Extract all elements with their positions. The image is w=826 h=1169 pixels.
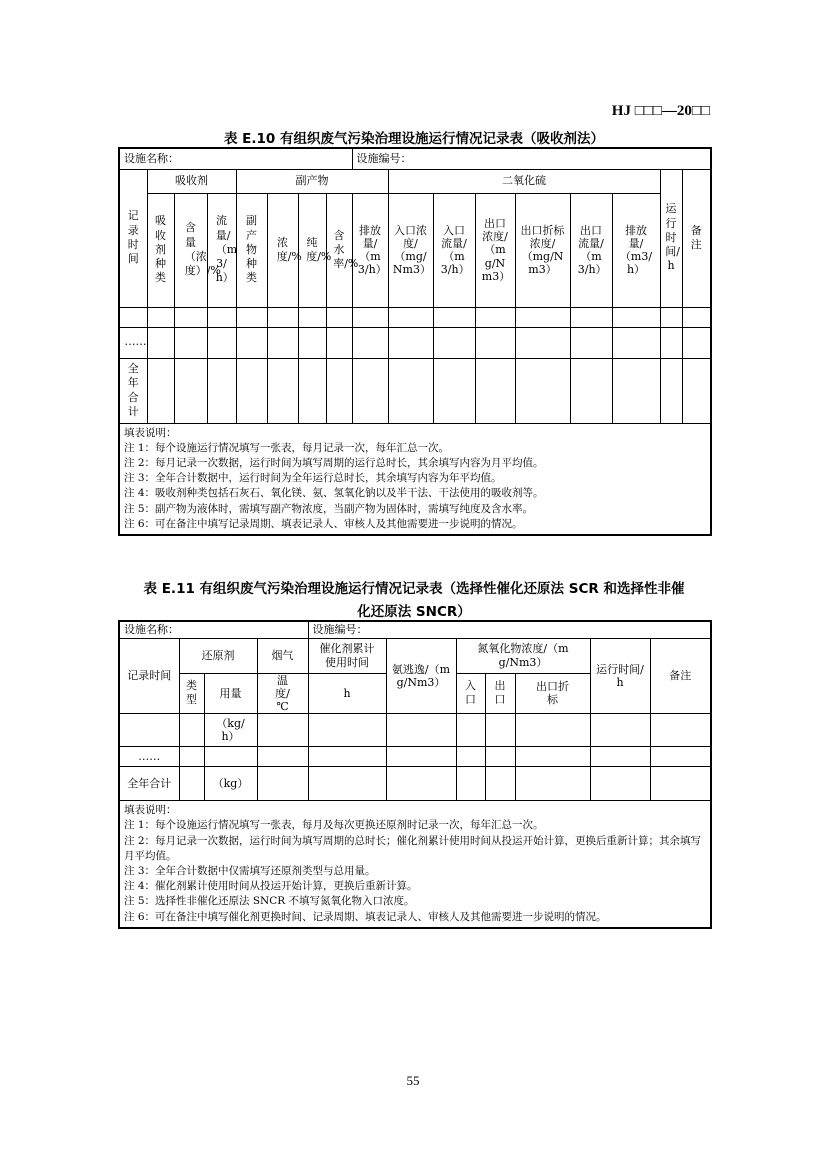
table2-notes (119, 801, 711, 928)
group-so2: 二氧化硫 (388, 169, 660, 193)
table2-facility-name: 设施名称： (119, 621, 308, 638)
t2-col-nox-in: 入口 (456, 673, 485, 714)
document-code: HJ □□□—20□□ (611, 103, 710, 119)
t2-group-reductant: 还原剂 (179, 638, 257, 673)
note-line: 注 5：副产物为液体时，需填写副产物浓度，当副产物为固体时，需填写纯度及含水率。 (124, 502, 534, 515)
note-line: 填表说明： (124, 804, 177, 817)
t2-col-remark: 备注 (650, 638, 711, 714)
table-row (119, 747, 711, 767)
table2-facility-id: 设施编号： (308, 621, 711, 638)
table-row (119, 327, 711, 358)
col-byproduct-type: 副产物种类 (236, 193, 267, 307)
col-so2-out-conc: 出口浓度/（mg/Nm3） (475, 193, 515, 307)
row-annual-total: 全年合计 (119, 358, 147, 423)
col-so2-out-flow: 出口流量/（m3/h） (570, 193, 612, 307)
note-line: 注 1：每个设施运行情况填写一张表，每月及每次更换还原剂时记录一次，每年汇总一次。 (124, 819, 544, 832)
col-record-time: 记录时间 (119, 169, 147, 307)
page-number: 55 (406, 1073, 420, 1088)
table2-caption-line1: 表 E.11 有组织废气污染治理设施运行情况记录表（选择性催化还原法 SCR 和选择性非催 (143, 581, 685, 597)
table-row (119, 358, 711, 423)
t2-col-ammonia-slip: 氨逃逸/（mg/Nm3） (386, 638, 456, 714)
t2-row-annual-total: 全年合计 (119, 767, 179, 801)
t2-col-reductant-type: 类型 (179, 673, 204, 714)
note-line: 注 1：每个设施运行情况填写一张表，每月记录一次，每年汇总一次。 (124, 441, 450, 454)
col-so2-out-std: 出口折标浓度/（mg/Nm3） (515, 193, 570, 307)
note-line: 注 6：可在备注中填写催化剂更换时间、记录周期、填表记录人、审核人及其他需要进一步说明的情况。 (124, 910, 607, 923)
table1 (118, 147, 712, 536)
t2-col-run-time: 运行时间/h (590, 638, 650, 714)
col-byproduct-emission: 排放量/（m3/h） (352, 193, 388, 307)
col-so2-in-conc: 入口浓度/（mg/Nm3） (388, 193, 433, 307)
col-run-time: 运行时间/h (660, 169, 682, 307)
t2-col-nox-out: 出口 (485, 673, 515, 714)
col-so2-in-flow: 入口流量/（m3/h） (433, 193, 475, 307)
col-byproduct-conc: 浓度/% (267, 193, 298, 307)
t2-col-record-time: 记录时间 (119, 638, 179, 714)
t2-group-flue-gas: 烟气 (257, 638, 308, 673)
col-so2-emission: 排放量/（m3/h） (612, 193, 660, 307)
note-line: 注 2：每月记录一次数据，运行时间为填写周期的运行总时长，其余填写内容为月平均值。 (124, 456, 544, 469)
table-row (119, 767, 711, 801)
table1-facility-id: 设施编号： (352, 148, 711, 169)
col-byproduct-purity: 纯度/% (298, 193, 326, 307)
col-remark: 备注 (682, 169, 711, 307)
note-line: 注 3：全年合计数据中，运行时间为全年运行总时长，其余填写内容为年平均值。 (124, 472, 502, 485)
note-line: 注 3：全年合计数据中仅需填写还原剂类型与总用量。 (124, 864, 376, 877)
t2-row-ellipsis: …… (119, 747, 179, 767)
group-absorbent: 吸收剂 (147, 169, 236, 193)
col-byproduct-water: 含水率/% (326, 193, 352, 307)
group-byproduct: 副产物 (236, 169, 388, 193)
note-line: 注 6：可在备注中填写记录周期、填表记录人、审核人及其他需要进一步说明的情况。 (124, 517, 523, 530)
table2-caption-line2: 化还原法 SNCR） (357, 604, 471, 620)
col-absorbent-type: 吸收剂种类 (147, 193, 174, 307)
row-ellipsis: …… (119, 327, 147, 358)
table-row (119, 714, 711, 747)
t2-unit-kg: （kg） (204, 767, 257, 801)
table-row (119, 307, 711, 327)
table2 (118, 620, 712, 929)
note-line: 注 4：吸收剂种类包括石灰石、氧化镁、氨、氢氧化钠以及半干法、干法使用的吸收剂等。 (124, 487, 544, 500)
note-line: 注 2：每月记录一次数据，运行时间为填写周期的总时长；催化剂累计使用时间从投运开始计算，更换后重新计算；其余填写月平均值。 (124, 834, 702, 862)
t2-col-catalyst-unit: h (308, 673, 386, 714)
col-absorbent-flow: 流量/（m3/h） (207, 193, 236, 307)
t2-col-nox-out-std: 出口折标 (515, 673, 590, 714)
table1-facility-name: 设施名称： (119, 148, 352, 169)
t2-col-flue-temp: 温度/℃ (257, 673, 308, 714)
table1-notes (119, 423, 711, 535)
table1-caption: 表 E.10 有组织废气污染治理设施运行情况记录表（吸收剂法） (223, 131, 605, 147)
t2-unit-kgh: （kg/h） (204, 714, 257, 747)
note-line: 注 4：催化剂累计使用时间从投运开始计算，更换后重新计算。 (124, 880, 418, 893)
note-line: 填表说明： (124, 426, 177, 439)
t2-col-reductant-amount: 用量 (204, 673, 257, 714)
col-absorbent-content: 含量（浓度）/% (174, 193, 207, 307)
t2-group-nox: 氮氧化物浓度/（mg/Nm3） (456, 638, 590, 673)
t2-col-catalyst-time: 催化剂累计使用时间 (308, 638, 386, 673)
note-line: 注 5：选择性非催化还原法 SNCR 不填写氮氧化物入口浓度。 (124, 895, 415, 908)
